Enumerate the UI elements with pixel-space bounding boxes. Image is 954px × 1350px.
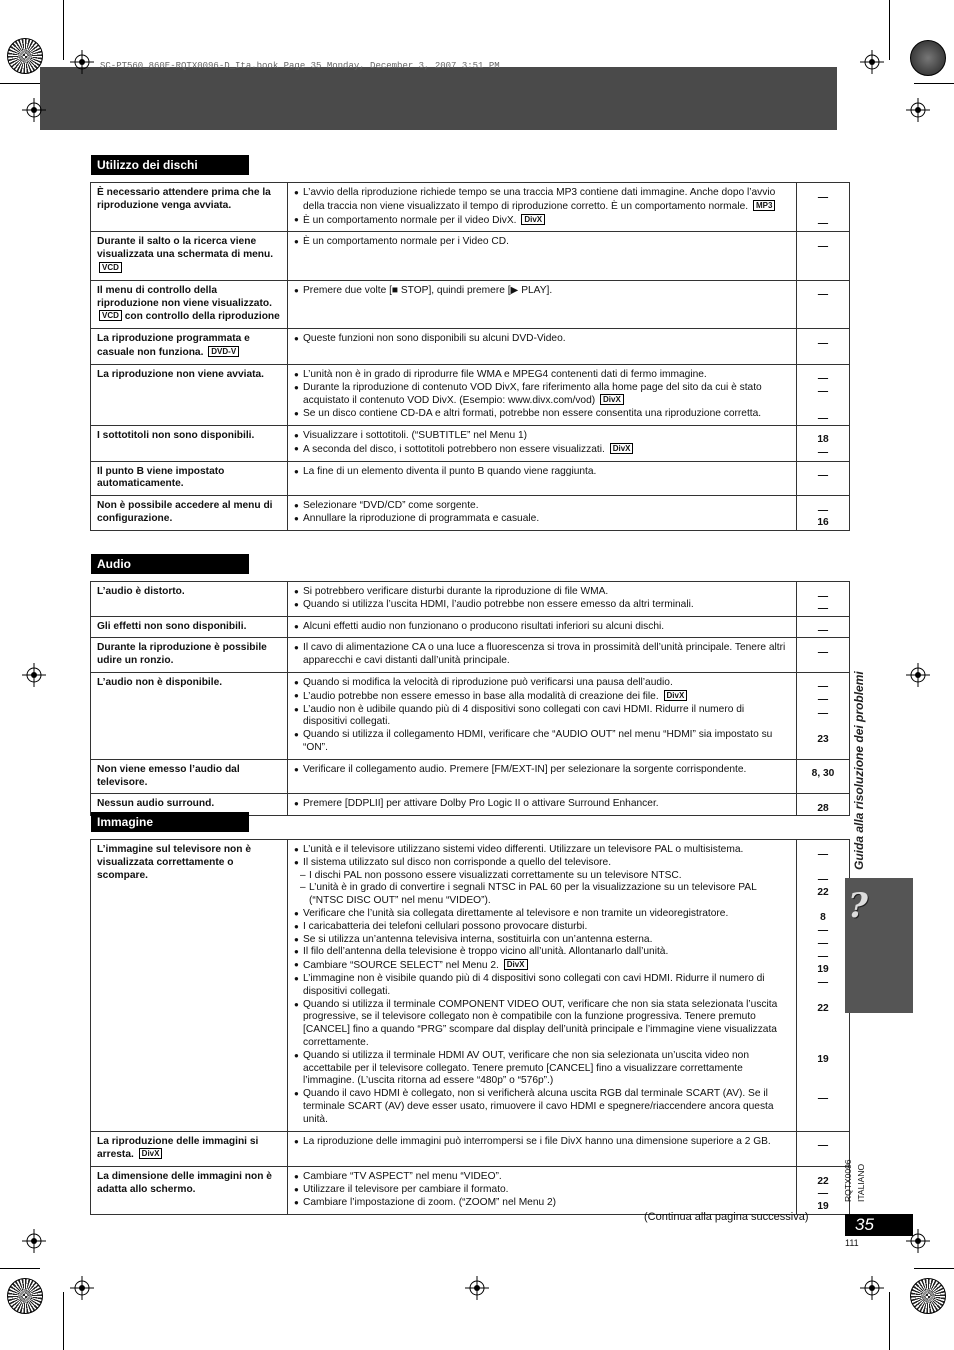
table-row bbox=[91, 364, 850, 425]
disc-type-badge: DivX bbox=[504, 959, 528, 970]
page-reference: — bbox=[817, 373, 829, 385]
solution-cell bbox=[288, 280, 797, 328]
crop-line bbox=[889, 0, 890, 60]
page-reference: 28 bbox=[817, 802, 829, 814]
table-row bbox=[91, 638, 850, 673]
disc-type-badge: DivX bbox=[521, 214, 545, 225]
table-row bbox=[91, 616, 850, 638]
page-ref-cell bbox=[797, 794, 850, 816]
solution-item bbox=[294, 586, 790, 599]
page-reference: — bbox=[817, 646, 829, 658]
solution-text: Quando si utilizza il collegamento HDMI, verificare che “AUDIO OUT” nel menu “HDMI” sia impostato su “ON”. bbox=[303, 729, 773, 753]
table-row bbox=[91, 280, 850, 328]
solution-cell bbox=[288, 183, 797, 232]
solution-text: L’audio non è udibile quando più di 4 dispositivi sono collegati con cavi HDMI. Ridurre il numero di dispositivi collegati. bbox=[303, 703, 745, 728]
solution-item bbox=[294, 1171, 790, 1184]
solution-text: Quando si utilizza l’uscita HDMI, l’audio potrebbe non essere emesso da altri terminali. bbox=[303, 598, 694, 610]
solution-text: È un comportamento normale per i Video CD. bbox=[303, 236, 509, 248]
page-ref-cell bbox=[797, 616, 850, 638]
page-ref-cell bbox=[797, 232, 850, 280]
solution-text: Visualizzare i sottotitoli. (“SUBTITLE” nel Menu 1) bbox=[303, 429, 528, 441]
solution-item bbox=[294, 443, 790, 457]
page-reference: 19 bbox=[817, 1054, 829, 1066]
disc-type-badge: DivX bbox=[610, 443, 634, 454]
table-immagine bbox=[90, 839, 850, 1215]
solution-item bbox=[294, 513, 790, 526]
problem-text: I sottotitoli non sono disponibili. bbox=[97, 429, 255, 441]
page-reference: 19 bbox=[817, 1201, 829, 1213]
solution-text: La fine di un elemento diventa il punto B quando viene raggiunta. bbox=[303, 465, 597, 477]
solution-text: Premere [DDPLII] per attivare Dolby Pro Logic II o attivare Surround Enhancer. bbox=[303, 798, 659, 810]
page-reference: 22 bbox=[817, 1175, 829, 1187]
solution-item bbox=[294, 621, 790, 634]
page-reference: — bbox=[817, 874, 829, 886]
solution-item bbox=[294, 959, 790, 973]
problem-text: Non viene emesso l’audio dal televisore. bbox=[97, 763, 240, 788]
solution-text: Quando il cavo HDMI è collegato, non si verificherà alcuna uscita RGB dal terminale SCART (AV). Se il terminale SCART (AV) deve esser usato, rimuovere il cavo HDMI e spegnere/riaccendere ancora questa unità. bbox=[303, 1088, 774, 1125]
problem-text: Gli effetti non sono disponibili. bbox=[97, 620, 247, 632]
problem-text: Il menu di controllo della riproduzione non viene visualizzato. bbox=[97, 284, 272, 309]
solution-text: Cambiare “SOURCE SELECT” nel Menu 2. bbox=[303, 960, 499, 972]
solution-item bbox=[294, 187, 790, 214]
page-reference: — bbox=[817, 470, 829, 482]
solution-text: Quando si modifica la velocità di riproduzione può verificarsi una pausa dell’audio. bbox=[303, 676, 673, 688]
page-ref-cell bbox=[797, 638, 850, 673]
solution-cell bbox=[288, 582, 797, 617]
page-ref-cell bbox=[797, 759, 850, 794]
table-row bbox=[91, 840, 850, 1132]
page-reference: — bbox=[817, 1092, 829, 1104]
solution-item bbox=[294, 333, 790, 346]
problem-text: Durante il salto o la ricerca viene visualizzata una schermata di menu. bbox=[97, 236, 274, 261]
registration-mark-icon bbox=[906, 663, 930, 687]
table-row bbox=[91, 183, 850, 232]
page-reference: 16 bbox=[817, 517, 829, 529]
solution-text: Cambiare l’impostazione di zoom. (“ZOOM” nel Menu 2) bbox=[303, 1196, 557, 1208]
solution-cell bbox=[288, 364, 797, 425]
page-reference: 23 bbox=[817, 733, 829, 745]
solution-item bbox=[294, 1050, 790, 1088]
disc-type-badge: VCD bbox=[99, 310, 122, 321]
crop-line bbox=[63, 1292, 64, 1350]
solution-item bbox=[294, 857, 790, 870]
table-row bbox=[91, 496, 850, 531]
registration-mark-icon bbox=[70, 1276, 94, 1300]
solution-subitem bbox=[294, 882, 790, 908]
solution-text: L’avvio della riproduzione richiede tempo se una traccia MP3 contiene dati immagine. Anche dopo l’avvio della traccia non viene visualizzato il tempo di riproduzione corretto. È un comportamento normale. bbox=[303, 187, 776, 212]
table-row bbox=[91, 759, 850, 794]
page-reference: — bbox=[817, 337, 829, 349]
page-reference: — bbox=[817, 694, 829, 706]
table-audio bbox=[90, 581, 850, 816]
page-ref-cell bbox=[797, 496, 850, 531]
solution-text: Il sistema utilizzato sul disco non corrisponde a quello del televisore. bbox=[303, 856, 612, 868]
page-sub-number: 111 bbox=[845, 1238, 859, 1248]
page-number: 35 bbox=[845, 1214, 913, 1236]
problem-text: L’immagine sul televisore non è visualizzata correttamente o scompare. bbox=[97, 844, 251, 881]
solution-cell bbox=[288, 638, 797, 673]
problem-text: La riproduzione programmata e casuale non funziona. bbox=[97, 333, 250, 358]
disc-type-badge: DivX bbox=[600, 394, 624, 405]
registration-mark-icon bbox=[860, 50, 884, 74]
problem-cell bbox=[91, 840, 288, 1132]
problem-cell bbox=[91, 232, 288, 280]
solution-item bbox=[294, 408, 790, 421]
crop-line bbox=[63, 0, 64, 60]
crop-line bbox=[889, 1292, 890, 1350]
section-title-dischi: Utilizzo dei dischi bbox=[91, 155, 249, 175]
solution-cell bbox=[288, 461, 797, 496]
document-code: RQTX0096 bbox=[843, 1159, 853, 1202]
crop-line bbox=[0, 1268, 40, 1269]
solution-text: Queste funzioni non sono disponibili su alcuni DVD-Video. bbox=[303, 333, 566, 345]
disc-type-badge: VCD bbox=[99, 262, 122, 273]
solution-text: È un comportamento normale per il video DivX. bbox=[303, 214, 517, 226]
solution-text: I caricabatteria dei telefoni cellulari possono provocare disturbi. bbox=[303, 920, 588, 932]
problem-cell bbox=[91, 616, 288, 638]
solution-item bbox=[294, 921, 790, 934]
solution-text: Verificare che l’unità sia collegata direttamente al televisore e non tramite un videoregistratore. bbox=[303, 907, 729, 919]
solution-text: Alcuni effetti audio non funzionano o producono risultati inferiori su alcuni dischi. bbox=[303, 620, 665, 632]
page-ref-cell bbox=[797, 425, 850, 461]
page-reference: 19 bbox=[817, 963, 829, 975]
solution-cell bbox=[288, 232, 797, 280]
solution-item bbox=[294, 704, 790, 730]
table-row bbox=[91, 1167, 850, 1214]
solution-item bbox=[294, 285, 790, 298]
solution-text: Cambiare “TV ASPECT” nel menu “VIDEO”. bbox=[303, 1171, 502, 1183]
solution-text: Verificare il collegamento audio. Premere [FM/EXT-IN] per selezionare la sorgente corrispondente. bbox=[303, 763, 747, 775]
solution-text: L’audio potrebbe non essere emesso in base alla modalità di creazione dei file. bbox=[303, 690, 659, 702]
solution-item bbox=[294, 934, 790, 947]
solution-text: Se si utilizza un’antenna televisiva interna, sostituirla con un’antenna esterna. bbox=[303, 933, 653, 945]
solution-item bbox=[294, 999, 790, 1050]
solution-item bbox=[294, 729, 790, 755]
table-dischi bbox=[90, 182, 850, 531]
solution-item bbox=[294, 908, 790, 921]
page-reference: — bbox=[817, 625, 829, 637]
page-reference: — bbox=[817, 1140, 829, 1152]
color-rosette-icon bbox=[910, 1278, 946, 1314]
page-reference: — bbox=[817, 1188, 829, 1200]
section-title-audio: Audio bbox=[91, 554, 249, 574]
solution-cell bbox=[288, 425, 797, 461]
page-reference: — bbox=[817, 708, 829, 720]
disc-type-badge: DivX bbox=[664, 690, 688, 701]
language-label: ITALIANO bbox=[856, 1163, 866, 1202]
solution-text: L’unità e il televisore utilizzano sistemi video differenti. Utilizzare un televisore PAL o multisistema. bbox=[303, 844, 744, 855]
problem-text: La dimensione delle immagini non è adatta allo schermo. bbox=[97, 1171, 272, 1195]
solution-item bbox=[294, 599, 790, 612]
table-row bbox=[91, 425, 850, 461]
page-reference: — bbox=[817, 950, 829, 962]
table-row bbox=[91, 672, 850, 759]
registration-mark-icon bbox=[22, 98, 46, 122]
solution-item bbox=[294, 236, 790, 249]
problem-text: L’audio è distorto. bbox=[97, 586, 185, 597]
problem-cell bbox=[91, 461, 288, 496]
problem-text: Nessun audio surround. bbox=[97, 798, 215, 810]
solution-item bbox=[294, 382, 790, 409]
problem-text-cont: con controllo della riproduzione bbox=[121, 311, 280, 323]
registration-mark-icon bbox=[70, 50, 94, 74]
solution-item bbox=[294, 764, 790, 777]
question-mark-icon: ? bbox=[848, 886, 868, 926]
solution-text: Il filo dell’antenna della televisione è troppo vicino all’unità. Allontanarlo dall’unità. bbox=[303, 946, 669, 958]
table-row bbox=[91, 329, 850, 365]
registration-mark-icon bbox=[22, 1229, 46, 1253]
page-reference: — bbox=[817, 218, 829, 230]
problem-text: La riproduzione delle immagini si arresta. bbox=[97, 1135, 259, 1161]
registration-mark-icon bbox=[906, 98, 930, 122]
solution-item bbox=[294, 973, 790, 999]
solution-text: Se un disco contiene CD-DA e altri formati, potrebbe non essere consentita una riproduzione corretta. bbox=[303, 408, 762, 420]
section-title-immagine: Immagine bbox=[91, 812, 249, 832]
page-reference: — bbox=[817, 289, 829, 301]
problem-text: Durante la riproduzione è possibile udire un ronzio. bbox=[97, 642, 267, 667]
continued-note: (Continua alla pagina successiva) bbox=[644, 1211, 809, 1223]
solution-text: Si potrebbero verificare disturbi durante la riproduzione di file WMA. bbox=[303, 586, 609, 597]
solution-item bbox=[294, 677, 790, 690]
page-ref-cell bbox=[797, 1167, 850, 1214]
registration-mark-icon bbox=[22, 663, 46, 687]
page-reference: 8 bbox=[820, 912, 826, 924]
sidebar-tab bbox=[845, 878, 913, 1013]
crop-line bbox=[914, 1268, 954, 1269]
solution-item bbox=[294, 844, 790, 857]
solution-text: Annullare la riproduzione di programmata e casuale. bbox=[303, 512, 540, 524]
page-ref-cell bbox=[797, 183, 850, 232]
problem-cell bbox=[91, 183, 288, 232]
problem-cell bbox=[91, 759, 288, 794]
solution-item bbox=[294, 690, 790, 704]
solution-cell bbox=[288, 759, 797, 794]
solution-item bbox=[294, 466, 790, 479]
color-rosette-icon bbox=[7, 38, 43, 74]
solution-cell bbox=[288, 329, 797, 365]
solution-text: Quando si utilizza il terminale COMPONENT VIDEO OUT, verificare che non sia stata selezionata l’uscita progressive, se il televisore collegato non è compatibile con la funzione progressiva. Tenere premuto [CANCEL] fino a quando “PRG” scompare dal display dell’unità principale e l’immagine viene visualizzata correttamente. bbox=[303, 998, 778, 1048]
table-row bbox=[91, 232, 850, 280]
disc-type-badge: DVD-V bbox=[208, 346, 239, 357]
page-reference: — bbox=[817, 504, 829, 516]
problem-cell bbox=[91, 1131, 288, 1167]
problem-cell bbox=[91, 582, 288, 617]
solution-item bbox=[294, 798, 790, 811]
side-section-title: Guida alla risoluzione dei problemi bbox=[852, 671, 866, 870]
problem-text: È necessario attendere prima che la riproduzione venga avviata. bbox=[97, 187, 271, 211]
solution-cell bbox=[288, 1167, 797, 1214]
solution-text: A seconda del disco, i sottotitoli potrebbero non essere visualizzati. bbox=[303, 443, 605, 455]
solution-text: I dischi PAL non possono essere visualizzati correttamente su un televisore NTSC. bbox=[309, 869, 682, 881]
page-reference: — bbox=[817, 603, 829, 615]
solution-text: Premere due volte [■ STOP], quindi premere [▶ PLAY]. bbox=[303, 284, 553, 296]
problem-text: Non è possibile accedere al menu di configurazione. bbox=[97, 500, 273, 524]
page-reference: — bbox=[817, 447, 829, 459]
problem-cell bbox=[91, 280, 288, 328]
solution-subitem bbox=[294, 870, 790, 883]
solution-text: Utilizzare il televisore per cambiare il formato. bbox=[303, 1183, 509, 1195]
problem-text: Il punto B viene impostato automaticamente. bbox=[97, 465, 225, 490]
page-ref-cell bbox=[797, 840, 850, 1132]
problem-cell bbox=[91, 638, 288, 673]
crop-line bbox=[914, 83, 954, 84]
solution-text: L’unità non è in grado di riprodurre file WMA e MPEG4 contenenti dati di fermo immagine. bbox=[303, 368, 707, 380]
table-row bbox=[91, 461, 850, 496]
page-ref-cell bbox=[797, 672, 850, 759]
page-reference: — bbox=[817, 848, 829, 860]
page-ref-cell bbox=[797, 461, 850, 496]
solution-text: Selezionare “DVD/CD” come sorgente. bbox=[303, 500, 479, 512]
page-reference: — bbox=[817, 681, 829, 693]
solution-cell bbox=[288, 496, 797, 531]
page-reference: — bbox=[817, 977, 829, 989]
problem-text: L’audio non è disponibile. bbox=[97, 676, 223, 688]
page-ref-cell bbox=[797, 582, 850, 617]
page-reference: — bbox=[817, 590, 829, 602]
solution-text: La riproduzione delle immagini può interrompersi se i file DivX hanno una dimensione superiore a 2 GB. bbox=[303, 1135, 771, 1147]
disc-type-badge: MP3 bbox=[753, 200, 775, 211]
page-ref-cell bbox=[797, 1131, 850, 1167]
page-reference: — bbox=[817, 386, 829, 398]
disc-type-badge: DivX bbox=[139, 1148, 163, 1159]
top-banner bbox=[40, 67, 837, 130]
problem-cell bbox=[91, 364, 288, 425]
page-ref-cell bbox=[797, 280, 850, 328]
solution-item bbox=[294, 500, 790, 513]
page-reference: 18 bbox=[817, 434, 829, 446]
solution-text: Quando si utilizza il terminale HDMI AV OUT, verificare che non sia selezionata un’uscita video non accettabile per il televisore collegato. Tenere premuto [CANCEL] fino a visualizzare correttamente l’immagine. (L’uscita ritorna ad essere “480p” o “576p”.) bbox=[303, 1049, 750, 1087]
solution-text: L’immagine non è visibile quando più di 4 dispositivi sono collegati con cavi HDMI. Ridurre il numero di dispositivi collegati. bbox=[303, 972, 765, 997]
registration-mark-icon bbox=[465, 1276, 489, 1300]
solution-item bbox=[294, 369, 790, 382]
solution-cell bbox=[288, 840, 797, 1132]
color-rosette-icon bbox=[7, 1278, 43, 1314]
problem-text: La riproduzione non viene avviata. bbox=[97, 368, 264, 380]
solution-text: Il cavo di alimentazione CA o una luce a fluorescenza si trova in prossimità dell’unità principale. Tenere altri apparecchi e cavi distanti dall’unità principale. bbox=[303, 642, 786, 667]
crop-line bbox=[0, 83, 40, 84]
color-rosette-icon bbox=[910, 40, 946, 76]
page-reference: 22 bbox=[817, 886, 829, 898]
problem-cell bbox=[91, 1167, 288, 1214]
solution-item bbox=[294, 1197, 790, 1210]
solution-item bbox=[294, 1184, 790, 1197]
solution-text: Durante la riproduzione di contenuto VOD DivX, fare riferimento alla home page del sito da cui è stato acquistato il contenuto VOD DivX. (Esempio: www.divx.com/vod) bbox=[303, 381, 762, 407]
solution-item bbox=[294, 1136, 790, 1149]
print-header: SC-PT560_860E-RQTX0096-D_Ita.book Page 35 Monday, December 3, 2007 3:51 PM bbox=[100, 61, 500, 71]
solution-cell bbox=[288, 794, 797, 816]
solution-item bbox=[294, 430, 790, 443]
page-ref-cell bbox=[797, 364, 850, 425]
solution-item bbox=[294, 642, 790, 668]
page-ref-cell bbox=[797, 329, 850, 365]
registration-mark-icon bbox=[860, 1276, 884, 1300]
table-row bbox=[91, 1131, 850, 1167]
solution-cell bbox=[288, 1131, 797, 1167]
problem-cell bbox=[91, 425, 288, 461]
problem-cell bbox=[91, 672, 288, 759]
page-reference: — bbox=[817, 925, 829, 937]
page-reference: — bbox=[817, 240, 829, 252]
problem-cell bbox=[91, 496, 288, 531]
page-reference: — bbox=[817, 412, 829, 424]
page-reference: — bbox=[817, 938, 829, 950]
page-reference: 22 bbox=[817, 1003, 829, 1015]
solution-text: L’unità è in grado di convertire i segnali NTSC in PAL 60 per la visualizzazione su un televisore PAL (“NTSC DISC OUT” nel menu “VIDEO”). bbox=[309, 882, 757, 907]
page-reference: — bbox=[817, 191, 829, 203]
problem-cell bbox=[91, 329, 288, 365]
table-row bbox=[91, 582, 850, 617]
solution-cell bbox=[288, 672, 797, 759]
solution-item bbox=[294, 214, 790, 228]
page-reference: 8, 30 bbox=[811, 768, 835, 780]
solution-item bbox=[294, 1088, 790, 1126]
solution-item bbox=[294, 946, 790, 959]
solution-cell bbox=[288, 616, 797, 638]
